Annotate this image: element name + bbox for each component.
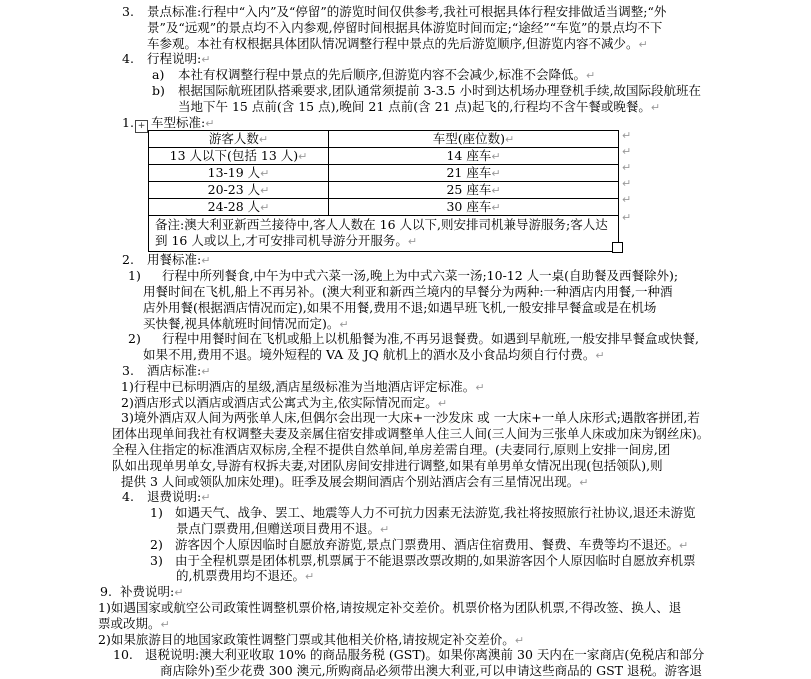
- text-line: [0, 505, 811, 521]
- text: 游客人数: [208, 131, 259, 147]
- table-row: [149, 148, 619, 165]
- paragraph-mark-icon: ↵: [201, 364, 211, 378]
- text: 车参观。本社有权根据具体团队情况调整行程中景点的先后游览顺序,但游览内容不减少。: [147, 35, 639, 51]
- paragraph-mark-icon: ↵: [491, 167, 501, 181]
- table-cell: [329, 199, 619, 216]
- text: 13-19 人: [207, 165, 261, 181]
- text: 的,机票费用均不退还。: [176, 568, 305, 584]
- text: 退税说明:澳大利亚收取 10% 的商品服务税 (GST)。如果你离澳前 30 天内在一家商店(免税店和部分: [145, 647, 705, 663]
- list-marker: 9.: [100, 584, 112, 600]
- vehicle-table-wrapper: [148, 129, 632, 252]
- section-title: 用餐标准:: [147, 252, 202, 268]
- text-line: [155, 233, 614, 250]
- text: 票或改期。: [98, 615, 161, 631]
- text: 1)行程中已标明酒店的星级,酒店星级标准为当地酒店评定标准。: [121, 378, 476, 394]
- paragraph-mark-icon: ↵: [201, 491, 211, 505]
- text-line: [0, 36, 811, 52]
- row-end-mark-icon: ↵: [622, 177, 632, 191]
- text: 商店除外)至少花费 300 澳元,所购商品必须带出澳大利亚,可以申请这些商品的 GST 退税。游客退: [160, 663, 702, 679]
- table-cell: [149, 148, 329, 165]
- list-marker: 1): [150, 505, 163, 521]
- text-line: [0, 4, 811, 20]
- paragraph-mark-icon: ↵: [585, 69, 596, 83]
- table-cell: [329, 182, 619, 199]
- paragraph-mark-icon: ↵: [260, 167, 270, 181]
- text: 买快餐,视具体航班时间情况而定)。: [143, 315, 340, 331]
- paragraph-mark-icon: ↵: [174, 586, 184, 600]
- text: 25 座车: [446, 182, 492, 198]
- text-line: [0, 99, 811, 115]
- section-meal-standards: [0, 252, 811, 363]
- text: 游客因个人原因临时自愿放弃游览,景点门票费用、酒店住宿费用、餐费、车费等均不退还。: [175, 536, 679, 552]
- text-line: [0, 331, 811, 347]
- list-marker: 1.: [122, 114, 134, 130]
- text-line: [0, 252, 811, 268]
- section-title: 车型标准:: [151, 114, 206, 130]
- table-resize-handle[interactable]: [612, 242, 623, 253]
- list-marker: 4.: [122, 489, 134, 505]
- text-line: [0, 600, 811, 616]
- table-cell: [329, 148, 619, 165]
- text: 如遇天气、战争、罢工、地震等人力不可抗力因素无法游览,我社将按照旅行社协议,退还未游览: [175, 505, 696, 521]
- list-marker: a): [152, 67, 165, 83]
- text: 1)如遇国家或航空公司政策性调整机票价格,请按规定补交差价。机票价格为团队机票,不得改签、换人、退: [98, 599, 682, 615]
- text-line: [0, 647, 811, 663]
- text: 由于全程机票是团体机票,机票属于不能退票改票改期的,如果游客因个人原因临时自愿放弃机票: [175, 552, 696, 568]
- list-marker: 2.: [122, 252, 134, 268]
- text-line: [0, 663, 811, 679]
- paragraph-mark-icon: ↵: [505, 133, 515, 147]
- text: 备注:澳大利亚新西兰接待中,客人人数在 16 人以下,则安排司机兼导游服务;客人达: [155, 217, 608, 233]
- text: 当地下午 15 点前(含 15 点),晚间 21 点前(含 21 点)起飞的,行程均不含午餐或晚餐。: [178, 98, 651, 114]
- text-line: [0, 458, 811, 474]
- section-title: 酒店标准:: [147, 362, 202, 378]
- table-remark-row: [149, 216, 619, 252]
- row-end-mark-icon: ↵: [622, 211, 632, 225]
- table-row: [149, 182, 619, 199]
- section-title: 行程说明:: [147, 51, 202, 67]
- section-scenic-standards: [0, 4, 811, 51]
- table-cell: [149, 182, 329, 199]
- section-title: 补费说明:: [120, 584, 175, 600]
- text-line: [0, 115, 811, 131]
- table-row: [149, 165, 619, 182]
- text-line: [0, 284, 811, 300]
- text-line: [0, 347, 811, 363]
- text-line: [0, 632, 811, 648]
- list-marker: 2): [128, 331, 141, 347]
- table-cell: [149, 165, 329, 182]
- list-marker: 10.: [113, 647, 133, 663]
- paragraph-mark-icon: ↵: [258, 133, 269, 147]
- list-marker: 4.: [122, 51, 134, 67]
- table-cell: [149, 199, 329, 216]
- text-line: [0, 568, 811, 584]
- text: 13 人以下(包括 13 人): [169, 148, 299, 164]
- text-line: [0, 616, 811, 632]
- section-refund-notes: [0, 489, 811, 584]
- table-move-handle-icon[interactable]: +: [135, 120, 148, 133]
- text: 用餐时间在飞机,船上不再另补。(澳大利亚和新西兰境内的早餐分为两种:一种酒店内用餐,一种酒: [143, 283, 673, 299]
- table-row: [149, 199, 619, 216]
- section-tax-refund-notes: [0, 647, 811, 679]
- list-marker: b): [152, 82, 165, 98]
- paragraph-mark-icon: ↵: [514, 633, 525, 647]
- table-cell: [329, 165, 619, 182]
- table-header-row: [149, 131, 619, 148]
- text-line: [0, 474, 811, 490]
- text: 景点标准:行程中“入内”及“停留”的游览时间仅供参考,我社可根据具体行程安排做适当调整;“外: [147, 4, 667, 19]
- paragraph-mark-icon: ↵: [205, 116, 215, 130]
- text: 20-23 人: [207, 182, 261, 198]
- text-line: [0, 67, 811, 83]
- text: 2)如果旅游目的地国家政策性调整门票或其他相关价格,请按规定补交差价。: [98, 631, 515, 647]
- section-itinerary-notes: [0, 51, 811, 114]
- text-line: [0, 51, 811, 67]
- text: 行程中所列餐食,中午为中式六菜一汤,晚上为中式六菜一汤;10-12 人一桌(自助餐及西餐除外);: [162, 268, 679, 284]
- text-line: [0, 426, 811, 442]
- paragraph-mark-icon: ↵: [201, 254, 211, 268]
- text-line: [0, 489, 811, 505]
- text: 提供 3 人间或领队加床处理)。旺季及展会期间酒店个别站酒店会有三星情况出现。: [121, 473, 580, 489]
- text-line: [155, 217, 614, 233]
- text: 30 座车: [446, 199, 492, 215]
- text: 21 座车: [446, 165, 492, 181]
- paragraph-mark-icon: ↵: [201, 53, 211, 67]
- text-line: [0, 537, 811, 553]
- text-line: [0, 268, 811, 284]
- paragraph-mark-icon: ↵: [339, 317, 349, 331]
- text: 景”及“远观”的景点均不入内参观,停留时间根据具体游览时间而定;“途经”“车览”的景点均不下: [147, 19, 663, 35]
- paragraph-mark-icon: ↵: [491, 201, 501, 215]
- text-line: [0, 83, 811, 99]
- paragraph-mark-icon: ↵: [260, 201, 270, 215]
- text-line: [0, 300, 811, 316]
- paragraph-mark-icon: ↵: [475, 380, 485, 394]
- paragraph-mark-icon: ↵: [579, 475, 589, 489]
- text-line: [0, 410, 811, 426]
- paragraph-mark-icon: ↵: [678, 538, 689, 552]
- vehicle-table: [148, 130, 619, 252]
- list-marker: 3.: [122, 4, 134, 19]
- paragraph-mark-icon: ↵: [379, 522, 390, 536]
- text: 14 座车: [446, 148, 492, 164]
- text: 全程入住指定的标准酒店双标房,全程不提供自然单间,单房差需自理。(夫妻同行,原则上安排一间房,团: [112, 441, 671, 457]
- text: 如果不用,费用不退。境外短程的 VA 及 JQ 航机上的酒水及小食品均须自行付费。: [143, 347, 596, 363]
- text-line: [0, 553, 811, 569]
- paragraph-mark-icon: ↵: [260, 184, 270, 198]
- section-surcharge-notes: [0, 584, 811, 647]
- text: 行程中用餐时间在飞机或船上以机船餐为准,不再另退餐费。如遇到早航班,一般安排早餐盒或快餐,: [162, 331, 699, 347]
- paragraph-mark-icon: ↵: [304, 570, 315, 584]
- table-header-cell: [329, 131, 619, 148]
- text-line: [0, 395, 811, 411]
- text: 本社有权调整行程中景点的先后顺序,但游览内容不会减少,标准不会降低。: [178, 67, 586, 83]
- paragraph-mark-icon: ↵: [407, 234, 418, 248]
- text-line: [0, 584, 811, 600]
- text-line: [0, 442, 811, 458]
- paragraph-mark-icon: ↵: [437, 396, 448, 410]
- paragraph-mark-icon: ↵: [491, 184, 501, 198]
- text: 到 16 人或以上,才可安排司机导游分开服务。: [155, 232, 408, 248]
- paragraph-mark-icon: ↵: [650, 100, 661, 114]
- paragraph-mark-icon: ↵: [298, 150, 308, 164]
- table-remark-cell: [149, 216, 619, 252]
- text-line: [0, 521, 811, 537]
- list-marker: 2): [150, 536, 163, 552]
- section-hotel-standards: [0, 363, 811, 489]
- row-end-mark-icon: ↵: [622, 145, 632, 159]
- text-line: [0, 363, 811, 379]
- list-marker: 1): [128, 268, 141, 284]
- section-title: 退费说明:: [147, 489, 202, 505]
- paragraph-mark-icon: ↵: [160, 617, 170, 631]
- list-marker: 3): [150, 552, 163, 568]
- row-end-mark-icon: ↵: [622, 193, 632, 207]
- text-line: [0, 379, 811, 395]
- text-line: [0, 20, 811, 36]
- paragraph-mark-icon: ↵: [595, 349, 605, 363]
- paragraph-mark-icon: ↵: [638, 37, 648, 51]
- text: 景点门票费用,但赠送项目费用不退。: [176, 520, 380, 536]
- text-line: [0, 316, 811, 332]
- section-vehicle-standards: [0, 115, 811, 253]
- row-end-mark-icon: ↵: [622, 129, 632, 143]
- text: 团体出现单间我社有权调整夫妻及亲属住宿安排或调整单人住三人间(三人间为三张单人床或加床为钢丝床)。: [112, 426, 710, 442]
- text: 24-28 人: [207, 199, 261, 215]
- table-header-cell: [149, 131, 329, 148]
- text: 3)境外酒店双人间为两张单人床,但偶尔会出现一大床+一沙发床 或 一大床+一单人床形式;遇散客拼团,若: [121, 410, 700, 426]
- paragraph-mark-icon: ↵: [491, 150, 501, 164]
- text: 店外用餐(根据酒店情况而定),如果不用餐,费用不退;如遇早班飞机,一般安排早餐盒或是在机场: [143, 299, 657, 315]
- row-end-mark-icon: ↵: [622, 161, 632, 175]
- text: 队如出现单男单女,导游有权拆夫妻,对团队房间安排进行调整,如果有单男单女情况出现(包括领队),则: [112, 457, 663, 473]
- list-marker: 3.: [122, 362, 134, 378]
- text: 2)酒店形式以酒店或酒店式公寓式为主,依实际情况而定。: [121, 394, 438, 410]
- text: 车型(座位数): [432, 131, 506, 147]
- text: 根据国际航班团队搭乘要求,团队通常须提前 3-3.5 小时到达机场办理登机手续,故国际段航班在: [178, 82, 701, 98]
